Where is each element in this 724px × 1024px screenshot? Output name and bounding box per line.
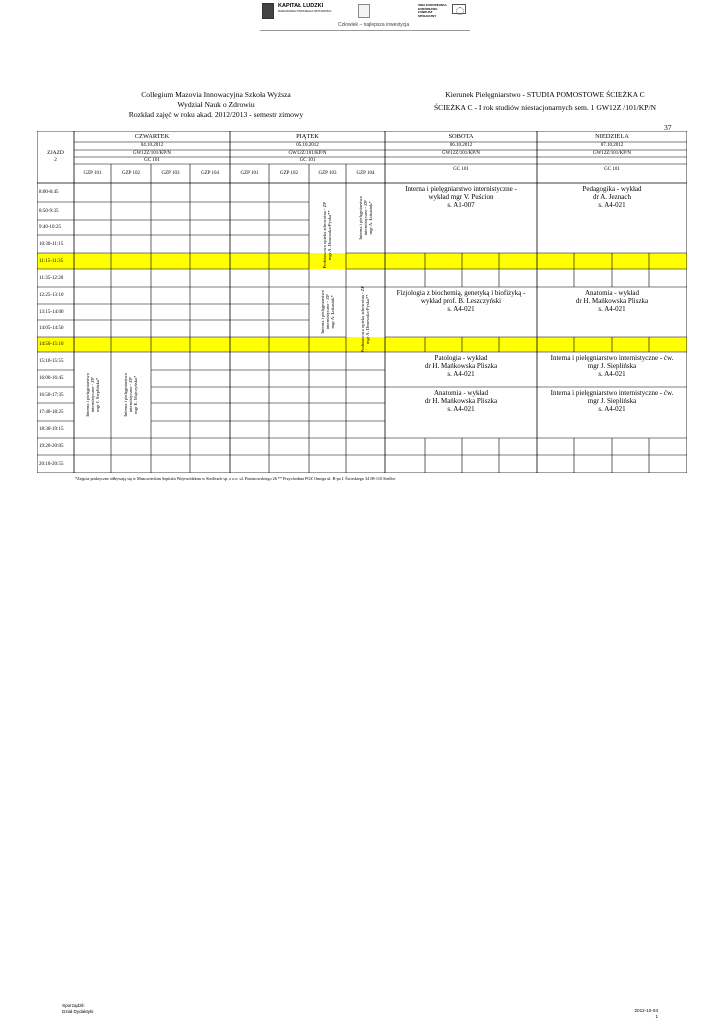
practical-line: mgr A. Łukasiuk*: [368, 201, 374, 235]
kapital-ludzki-emblem-icon: [262, 3, 274, 19]
lecture-block: [537, 389, 687, 438]
time-slot-label: 20:10-20:55: [39, 461, 64, 467]
lecture-subject: Pedagogika - wykład: [582, 185, 642, 193]
break-row: [37, 253, 687, 269]
time-slot-label: 10:30-11:15: [39, 241, 64, 247]
lecture-subject: Fizjologia z biochemią, genetyką i biofizyką -: [396, 289, 526, 297]
lecture-subject: Anatomia - wykład: [433, 389, 489, 397]
lecture-subject: Interna i pielęgniarstwo internistyczne - ćw.: [550, 354, 674, 362]
logo-title: KAPITAŁ LUDZKI: [278, 3, 324, 9]
zjazd-number: 2: [54, 157, 57, 163]
time-slot-label: 13:15-14:00: [39, 309, 64, 315]
day-name: PIĄTEK: [296, 132, 319, 140]
time-slot-label: 15:10-15:55: [39, 358, 64, 364]
practical-block: [346, 287, 385, 352]
lecture-block: [385, 289, 537, 337]
gzp-header: GZP 103: [161, 170, 180, 176]
program-header: [400, 90, 690, 113]
gzp-header: GZP 104: [356, 170, 375, 176]
footer-page: 1: [655, 1013, 658, 1019]
lecture-teacher: dr H. Mańkowska Pliszka: [424, 362, 498, 370]
day-date: 04.10.2012: [140, 143, 164, 148]
footer-prepared-by: [62, 1003, 93, 1014]
time-slot-label: 14:05-14:50: [39, 326, 64, 331]
practical-line: mgr A. Dmowska-Pyska**: [327, 210, 333, 260]
day-gc: GC 101: [299, 157, 316, 163]
time-slot-label: 18:30-19:15: [39, 427, 64, 432]
lecture-room: s. A4-021: [598, 370, 626, 378]
footer-date-page: [626, 1008, 658, 1019]
footer-label: Sporządził:: [62, 1003, 85, 1008]
practical-line: internistyczne - ZP: [128, 377, 134, 413]
footnote: *Zajęcia praktyczne odbywają się w Mazowieckim Szpitalu Wojewódzkim w Siedlcach sp. z o.o. ul. Poniatowskiego 26 ** Przychodnia POZ Omega ul. B-pa I. Świrskiego 34 08-110 Siedlce: [75, 476, 396, 481]
practical-line: mgr J. Sieplińska*: [95, 377, 101, 413]
program-group: ŚCIEŻKA C - I rok studiów niestacjonarnych sem. 1 GW12Z /101/KP/N: [433, 103, 657, 112]
program-name: Kierunek Pielęgniarstwo - STUDIA POMOSTOWE ŚCIEŻKA C: [445, 90, 645, 99]
lecture-room: s. A1-007: [447, 201, 475, 209]
footer-date: 2012-10-04: [634, 1008, 658, 1013]
practical-block: [111, 352, 151, 438]
lecture-subject: Patologia - wykład: [434, 354, 488, 362]
time-slot-label: 19:20-20:05: [39, 444, 64, 449]
practical-line: mgr A. Dmowska-Pyska**: [365, 294, 371, 345]
lecture-teacher: dr H. Mańkowska Pliszka: [575, 297, 649, 305]
day-name: NIEDZIELA: [595, 132, 629, 140]
time-slot-label: 8:50-9:35: [39, 208, 59, 214]
lecture-block: [385, 185, 537, 253]
gzp-header: GZP 102: [121, 170, 140, 176]
logo-subtitle: NARODOWA STRATEGIA SPÓJNOŚCI: [278, 9, 332, 13]
lecture-teacher: wykład prof. B. Leszczyński: [420, 297, 502, 305]
day-date: 06.10.2012: [449, 143, 473, 148]
chart-icon: [358, 4, 370, 18]
lecture-room: s. A4-021: [598, 405, 626, 413]
practical-line: internistyczne - ZP: [89, 377, 95, 413]
day-name: CZWARTEK: [134, 132, 170, 140]
lecture-subject: Interna i pielęgniarstwo internistyczne -: [405, 185, 517, 193]
lecture-block: [537, 289, 687, 337]
timetable-grid: [37, 131, 687, 473]
gzp-header: GZP 104: [200, 170, 219, 176]
eu-text: UNIA EUROPEJSKA EUROPEJSKI FUNDUSZ SPOŁECZNY: [418, 3, 447, 18]
practical-block: [346, 183, 385, 253]
practical-line: Interna i pielęgniarstwo: [319, 290, 325, 334]
day-group: GW12Z/101/KP/N: [441, 150, 481, 156]
lecture-teacher: wykład mgr V. Puścion: [428, 193, 494, 201]
day-group: GW12Z/101/KP/N: [132, 150, 172, 156]
eu-flag-icon: [452, 4, 466, 14]
lecture-room: s. A4-021: [447, 405, 475, 413]
time-slot-label: 17:40-18:25: [39, 409, 64, 415]
practical-block: [309, 183, 346, 287]
practical-line: Podstawowa opieka zdrowotna - ZP: [322, 201, 328, 269]
lecture-block: [537, 185, 687, 253]
lecture-room: s. A4-021: [598, 201, 626, 209]
lecture-block: [537, 354, 687, 387]
lecture-block: [385, 354, 537, 387]
lecture-teacher: dr H. Mańkowska Pliszka: [424, 397, 498, 405]
lecture-room: s. A4-021: [598, 305, 626, 313]
lecture-subject: Anatomia - wykład: [584, 289, 640, 297]
lecture-block: [385, 389, 537, 438]
practical-block: [309, 287, 346, 337]
institution-name: Collegium Mazovia Innowacyjna Szkoła Wyższa: [141, 90, 291, 99]
time-slot-label: 14:50-15:10: [39, 342, 64, 347]
practical-line: Interna i pielęgniarstwo: [357, 196, 363, 240]
practical-line: mgr A. Łukasiuk*: [330, 295, 336, 329]
day-gc: GC 101: [453, 167, 469, 172]
day-gc: GC 101: [144, 157, 160, 163]
day-group: GW12Z/101/KP/N: [288, 150, 327, 156]
practical-label: [322, 202, 332, 268]
practical-line: Podstawowa opieka zdrowotna - ZP: [360, 286, 366, 353]
practical-label: [320, 290, 336, 334]
practical-label: [85, 373, 101, 417]
page-number: 37: [664, 123, 672, 132]
institution-header: [96, 90, 336, 120]
gzp-header: GZP 101: [240, 170, 259, 176]
practical-line: mgr E. Majczyńska*: [133, 375, 139, 415]
banner-motto: Człowiek – najlepsza inwestycja: [338, 22, 410, 28]
practical-label: [360, 286, 370, 352]
day-gc: GC 101: [604, 167, 620, 172]
lecture-subject: Interna i pielęgniarstwo internistyczne - ćw.: [550, 389, 674, 397]
practical-label: [358, 196, 374, 240]
banner-divider: [260, 30, 470, 31]
footer-department: Dział Dydaktyki: [62, 1008, 94, 1014]
time-slot-label: 9:40-10:25: [39, 225, 61, 230]
gzp-header: GZP 101: [83, 170, 102, 176]
day-name: SOBOTA: [448, 132, 474, 140]
gzp-header: GZP 102: [279, 170, 298, 176]
zjazd-title: ZJAZD: [47, 150, 64, 156]
time-slot-label: 8:00-8:45: [39, 190, 59, 195]
time-slot-label: 16:50-17:35: [39, 392, 64, 398]
lecture-room: s. A4-021: [447, 305, 475, 313]
day-group: GW12Z/101/KP/N: [592, 150, 632, 156]
lecture-teacher: mgr J. Sieplińska: [587, 397, 637, 405]
lecture-teacher: dr A. Jeznach: [593, 193, 631, 201]
day-date: 05.10.2012: [296, 143, 319, 148]
time-slot-label: 11:35-12:20: [39, 275, 64, 281]
practical-line: internistyczne - ZP: [324, 294, 330, 330]
time-slot-label: 16:00-16:45: [39, 376, 64, 381]
zjazd-label: [37, 131, 74, 183]
faculty-name: Wydział Nauk o Zdrowiu: [177, 100, 255, 109]
schedule-title: Rozkład zajęć w roku akad. 2012/2013 - semestr zimowy: [128, 110, 304, 119]
day-date: 07.10.2012: [600, 143, 624, 148]
eu-banner: [0, 0, 724, 34]
lecture-room: s. A4-021: [447, 370, 475, 378]
time-slot-label: 11:15-11:35: [39, 258, 64, 264]
practical-block: [74, 352, 111, 438]
practical-line: Interna i pielęgniarstwo: [123, 373, 129, 417]
lecture-teacher: mgr J. Sieplińska: [587, 362, 637, 370]
practical-line: Interna i pielęgniarstwo: [84, 373, 90, 417]
practical-label: [123, 373, 139, 417]
time-slot-label: 12:25-13:10: [39, 293, 64, 298]
gzp-header: GZP 103: [318, 170, 337, 176]
practical-line: internistyczne - ZP: [362, 200, 368, 236]
